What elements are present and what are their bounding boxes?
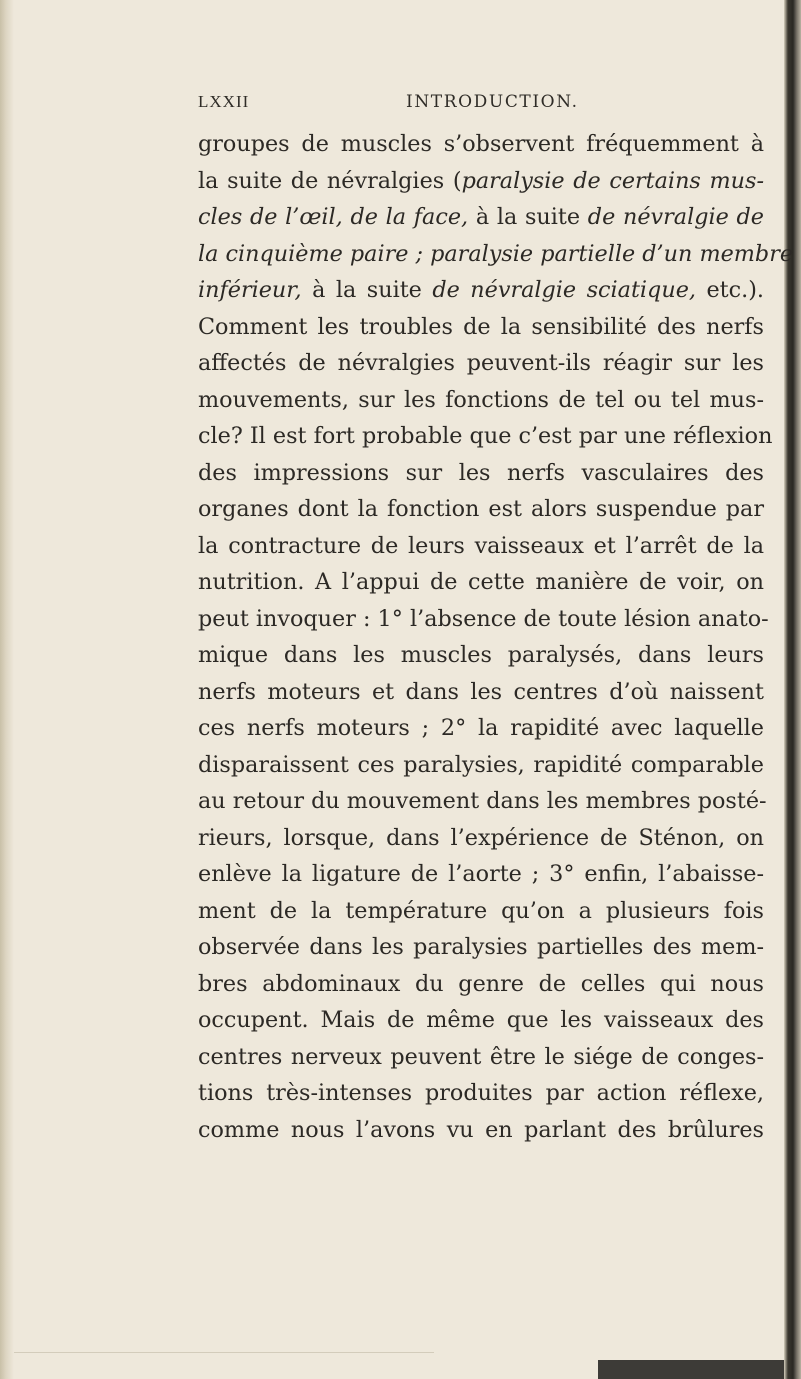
text-line [198,783,767,820]
text-run: rieurs, lorsque, dans l’expérience de Sténon, on [198,824,764,851]
text-line [198,1039,764,1076]
text-line [198,674,764,711]
text-line [198,382,764,419]
italic-text-run: de névralgie de [587,204,764,230]
text-run: ces nerfs moteurs ; 2° la rapidité avec laquelle [198,715,764,741]
text-line [198,199,764,236]
italic-text-run: cles de l’œil, de la face, [198,204,469,230]
text-line [198,637,764,674]
text-line [198,966,764,1003]
italic-text-run: inférieur, [198,277,302,303]
scan-bottom-edge [14,1352,434,1353]
text-run: comme nous l’avons vu en parlant des brûlures [198,1116,764,1143]
text-run: ment de la température qu’on a plusieurs fois [198,897,764,924]
text-run: disparaissent ces paralysies, rapidité comparable [198,751,764,778]
running-head [198,92,763,120]
text-line [198,491,764,528]
text-line [198,309,764,346]
text-run: cle? Il est fort probable que c’est par une réflexion [198,423,773,449]
text-run: etc.). [695,277,764,303]
text-run: des impressions sur les nerfs vasculaires des [198,459,764,486]
text-line [198,236,794,273]
text-line [198,455,764,492]
running-title: INTRODUCTION. [406,92,579,112]
text-run: occupent. Mais de même que les vaisseaux des [198,1007,764,1033]
text-run: la suite de névralgies ( [198,167,462,194]
text-run: affectés de névralgies peuvent-ils réagir sur les [198,350,764,376]
text-line [198,856,764,893]
text-run: à la suite [468,204,588,230]
text-line [198,272,764,309]
text-run: tions très-intenses produites par action réflexe, [198,1080,764,1106]
text-run: mique dans les muscles paralysés, dans leurs [198,642,764,668]
text-line [198,418,773,455]
text-line [198,1112,764,1149]
text-line [198,564,764,601]
page-gutter-shadow [0,0,14,1379]
text-line [198,929,764,966]
text-line [198,345,764,382]
page-number: LXXII [198,92,250,111]
text-run: nerfs moteurs et dans les centres d’où naissent [198,678,764,705]
scan-dark-corner [598,1360,784,1379]
text-run: observée dans les paralysies partielles des mem- [198,934,764,960]
page-edge-shadow [784,0,801,1379]
text-line [198,163,764,200]
text-line [198,710,764,747]
text-line [198,747,764,784]
text-run: centres nerveux peuvent être le siége de conges- [198,1043,764,1070]
italic-text-run: la cinquième paire ; paralysie partielle d’un membre [198,240,794,267]
text-run: peut invoquer : 1° l’absence de toute lésion anato- [198,605,769,632]
text-run: au retour du mouvement dans les membres posté- [198,788,767,814]
italic-text-run: paralysie de certains mus- [461,167,764,194]
text-run: organes dont la fonction est alors suspendue par [198,496,764,522]
text-line [198,893,764,930]
text-run: nutrition. A l’appui de cette manière de voir, on [198,569,764,595]
text-line [198,126,764,163]
text-run: Comment les troubles de la sensibilité des nerfs [198,313,764,340]
text-run: la contracture de leurs vaisseaux et l’arrêt de la [198,532,764,559]
text-line [198,601,769,638]
text-run: enlève la ligature de l’aorte ; 3° enfin, l’abaisse- [198,861,764,887]
text-run: bres abdominaux du genre de celles qui nous [198,970,764,997]
body-text [198,126,794,1148]
text-line [198,1002,764,1039]
text-run: mouvements, sur les fonctions de tel ou tel mus- [198,386,764,413]
text-line [198,1075,764,1112]
text-line [198,820,764,857]
text-run: groupes de muscles s’observent fréquemment à [198,131,764,157]
italic-text-run: de névralgie sciatique, [432,277,696,303]
text-line [198,528,764,565]
text-run: à la suite [301,277,433,303]
